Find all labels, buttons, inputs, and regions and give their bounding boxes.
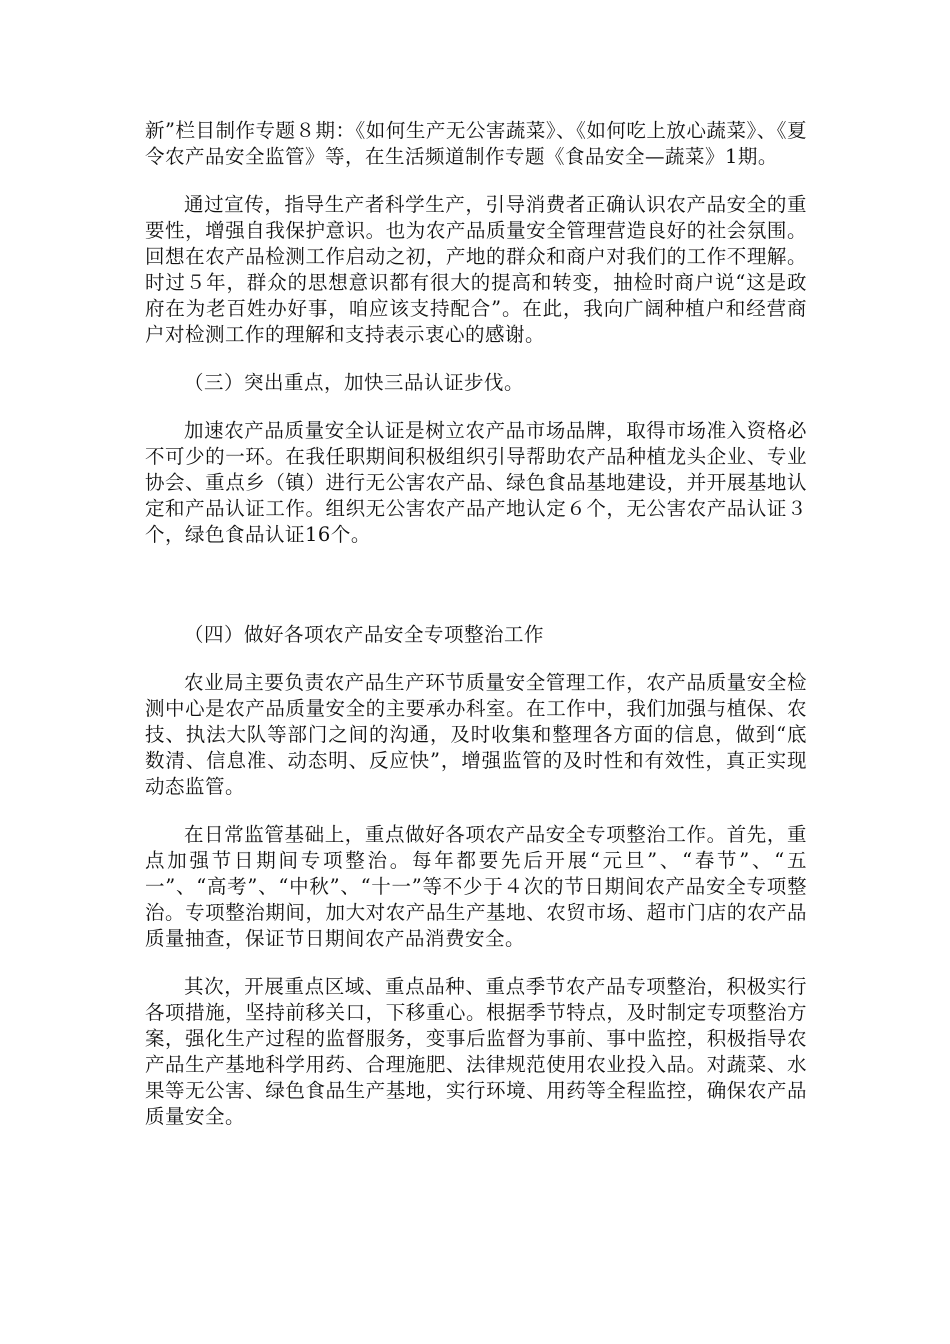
paragraph-holiday-rectification: 在日常监管基础上，重点做好各项农产品安全专项整治工作。首先，重点加强节日期间专项整治。每年都要先后开展“元旦”、“春节”、“五一”、“高考”、“中秋”、“十一”等不少于４次的节日期间农产品安全专项整治。专项整治期间，加大对农产品生产基地、农贸市场、超市门店的农产品质量抽查，保证节日期间农产品消费安全。 [145,823,807,950]
document-page [145,118,807,1152]
paragraph-management: 农业局主要负责农产品生产环节质量安全管理工作，农产品质量安全检测中心是农产品质量安全的主要承办科室。在工作中，我们加强与植保、农技、执法大队等部门之间的沟通，及时收集和整理各方面的信息，做到“底数清、信息准、动态明、反应快”，增强监管的及时性和有效性，真正实现动态监管。 [145,671,807,798]
section-gap [145,570,807,622]
paragraph-publicity: 通过宣传，指导生产者科学生产，引导消费者正确认识农产品安全的重要性，增强自我保护意识。也为农产品质量安全管理营造良好的社会氛围。回想在农产品检测工作启动之初，产地的群众和商户对我们的工作不理解。时过５年，群众的思想意识都有很大的提高和转变，抽检时商户说“这是政府在为老百姓办好事，咱应该支持配合”。在此，我向广阔种植户和经营商户对检测工作的理解和支持表示衷心的感谢。 [145,193,807,346]
section-heading-3: （三）突出重点，加快三品认证步伐。 [184,371,525,394]
paragraph-certification: 加速农产品质量安全认证是树立农产品市场品牌，取得市场准入资格必不可少的一环。在我任职期间积极组织引导帮助农产品种植龙头企业、专业协会、重点乡（镇）进行无公害农产品、绿色食品基地建设，并开展基地认定和产品认证工作。组织无公害农产品产地认定６个，无公害农产品认证３个，绿色食品认证16个。 [145,419,807,546]
paragraph-continuation: 新”栏目制作专题８期：《如何生产无公害蔬菜》、《如何吃上放心蔬菜》、《夏令农产品安全监管》等，在生活频道制作专题《食品安全—蔬菜》1期。 [145,119,807,168]
section-heading-4: （四）做好各项农产品安全专项整治工作 [184,623,545,646]
paragraph-seasonal-rectification: 其次，开展重点区域、重点品种、重点季节农产品专项整治，积极实行各项措施，坚持前移关口，下移重心。根据季节特点，及时制定专项整治方案，强化生产过程的监督服务，变事后监督为事前、事中监控，积极指导农产品生产基地科学用药、合理施肥、法律规范使用农业投入品。对蔬菜、水果等无公害、绿色食品生产基地，实行环境、用药等全程监控，确保农产品质量安全。 [145,975,807,1128]
